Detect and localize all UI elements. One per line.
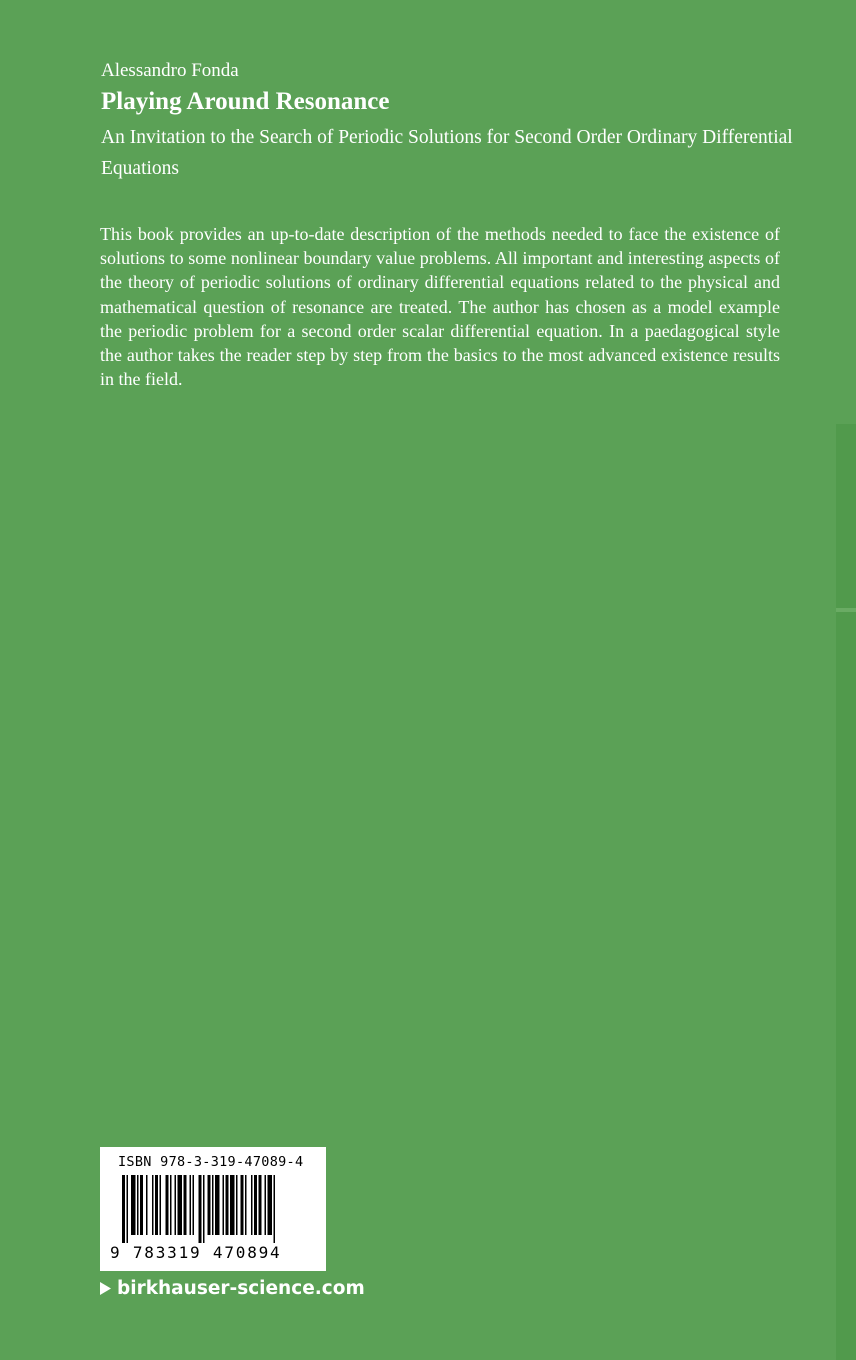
barcode-bar [178,1175,183,1235]
barcode-bar [127,1175,129,1243]
barcode-bar [226,1175,229,1235]
publisher-website[interactable]: birkhauser-science.com [117,1278,365,1299]
isbn-barcode [100,1147,326,1271]
barcode-bar [175,1175,177,1235]
barcode-bar [166,1175,169,1235]
book-title: Playing Around Resonance [101,88,390,115]
barcode-bar [131,1175,136,1235]
barcode-bar [140,1175,143,1235]
barcode-bar [274,1175,276,1243]
triangle-right-icon [100,1282,111,1295]
barcode-bar [122,1175,125,1243]
barcode-bar [203,1175,205,1243]
spine-edge [836,424,856,1360]
barcode-bar [208,1175,211,1235]
barcode-bar [193,1175,195,1235]
barcode-bar [170,1175,172,1235]
barcode-bar [212,1175,214,1235]
barcode-bar [215,1175,220,1235]
barcode-bar [230,1175,235,1235]
barcode-bar [199,1175,202,1243]
book-subtitle: An Invitation to the Search of Periodic Solutions for Second Order Ordinary Differential Equations [101,127,793,179]
barcode-bar [259,1175,262,1235]
barcode-bar [190,1175,192,1235]
barcode-bar [254,1175,257,1235]
barcode-bar [146,1175,148,1235]
isbn-label: ISBN 978-3-319-47089-4 [118,1154,304,1170]
barcode-bar [268,1175,273,1235]
barcode-bar [155,1175,158,1235]
barcode-bar [152,1175,154,1235]
publisher-link[interactable] [100,1278,365,1299]
author-name: Alessandro Fonda [101,60,239,81]
spine-divider [836,608,856,612]
barcode-bar [223,1175,225,1235]
book-description: This book provides an up-to-date description of the methods needed to face the existence of solutions to some nonlinear boundary value problems. All important and interesting aspects of the theory of periodic solutions of ordinary differential equations related to the physical and mathematical question of resonance are treated. The author has chosen as a model example the periodic problem for a second order scalar differential equation. In a paedagogical style the author takes the reader step by step from the basics to the most advanced existence results in the field. [100,224,780,390]
barcode-bar [241,1175,244,1235]
barcode-bar [245,1175,247,1235]
barcode-bar [251,1175,253,1235]
barcode-bar [137,1175,139,1235]
barcode-bar [184,1175,187,1235]
barcode-bar [236,1175,238,1235]
barcode-bars [122,1175,308,1243]
barcode-digits: 9 783319 470894 [110,1243,282,1262]
barcode-bar [160,1175,162,1235]
barcode-bar [265,1175,267,1235]
